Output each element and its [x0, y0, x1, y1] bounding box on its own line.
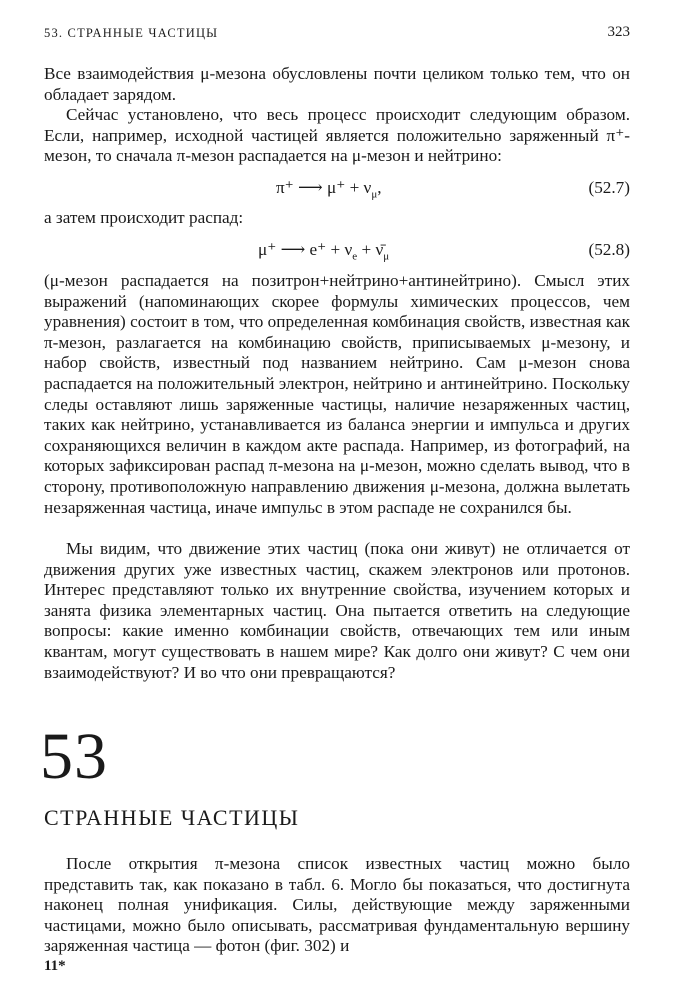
paragraph-5: Мы видим, что движение этих частиц (пока они живут) не отличается от движения других уже известных частиц, скажем электронов или протонов. Интерес представляют только их внутренние свойства, изучением которых и занята физика элементарных частиц. Она пытается ответить на следующие вопросы: какие именно комбинации свойств, отвечающих тем или иным квантам, могут существовать в нашем мире? Как долго они живут? С чем они взаимодействуют? И во что они превращаются?: [44, 539, 630, 682]
chapter-paragraph-1: После открытия π-мезона список известных частиц можно было представить так, как показано в табл. 6. Могло бы показаться, что достигнута наконец полная унификация. Силы, действующие между заряженными частицами, можно было описывать, рассматривая фундаментальную вершину заряженная частица — фотон (фиг. 302) и: [44, 854, 630, 956]
equation-52-7-number: (52.7): [588, 178, 630, 197]
equation-52-7-formula: [276, 178, 382, 201]
paragraph-1: Все взаимодействия μ-мезона обусловлены почти целиком только тем, что он обладает зарядом.: [44, 64, 630, 104]
equation-52-8-formula: [258, 240, 390, 263]
eq2-antineutrino: ν̄: [375, 240, 384, 259]
running-header: [44, 26, 630, 44]
chapter-number: 53: [40, 720, 108, 793]
chapter-title: СТРАННЫЕ ЧАСТИЦЫ: [44, 805, 300, 830]
page-number: 323: [607, 24, 630, 40]
eq2-sub-e: e: [352, 250, 358, 263]
eq2-sub-mu: μ: [383, 250, 390, 263]
eq1-main: π⁺ ⟶ μ⁺ + ν: [276, 178, 372, 197]
running-title: 53. СТРАННЫЕ ЧАСТИЦЫ: [44, 26, 219, 40]
eq1-tail: ,: [377, 178, 382, 197]
paragraph-4: (μ-мезон распадается на позитрон+нейтрино+антинейтрино). Смысл этих выражений (напоминающих скорее формулы химических процессов, чем уравнения) состоит в том, что определенная комбинация свойств, известная как π-мезон, разлагается на комбинацию свойств, приписываемых μ-мезону, и набор свойств, известный под названием нейтрино. Сам μ-мезон снова распадается на положительный электрон, нейтрино и антинейтрино. Поскольку следы оставляют лишь заряженные частицы, наличие незаряженных частиц, таких как нейтрино, устанавливается из баланса энергии и импульса и других сохраняющихся величин в каждом акте распада. Например, из фотографий, на которых зафиксирован распад π-мезона на μ-мезон, можно сделать вывод, что в сторону, противоположную направлению движения μ-мезона, должна вылетать незаряженная частица, иначе импульс в этом распаде не сохранился бы.: [44, 271, 630, 517]
equation-52-8-number: (52.8): [588, 240, 630, 259]
equation-52-7: [44, 178, 630, 202]
eq2-main: μ⁺ ⟶ e⁺ + ν: [258, 240, 353, 259]
eq1-sub: μ: [371, 188, 378, 201]
eq2-plus: +: [357, 240, 376, 259]
equation-52-8: [44, 240, 630, 264]
printer-signature: 11*: [44, 958, 66, 974]
paragraph-3: а затем происходит распад:: [44, 208, 244, 227]
paragraph-2: Сейчас установлено, что весь процесс происходит следующим образом. Если, например, исходной частицей является положительно заряженный π⁺-мезон, то сначала π-мезон распадается на μ-мезон и нейтрино:: [44, 105, 630, 166]
